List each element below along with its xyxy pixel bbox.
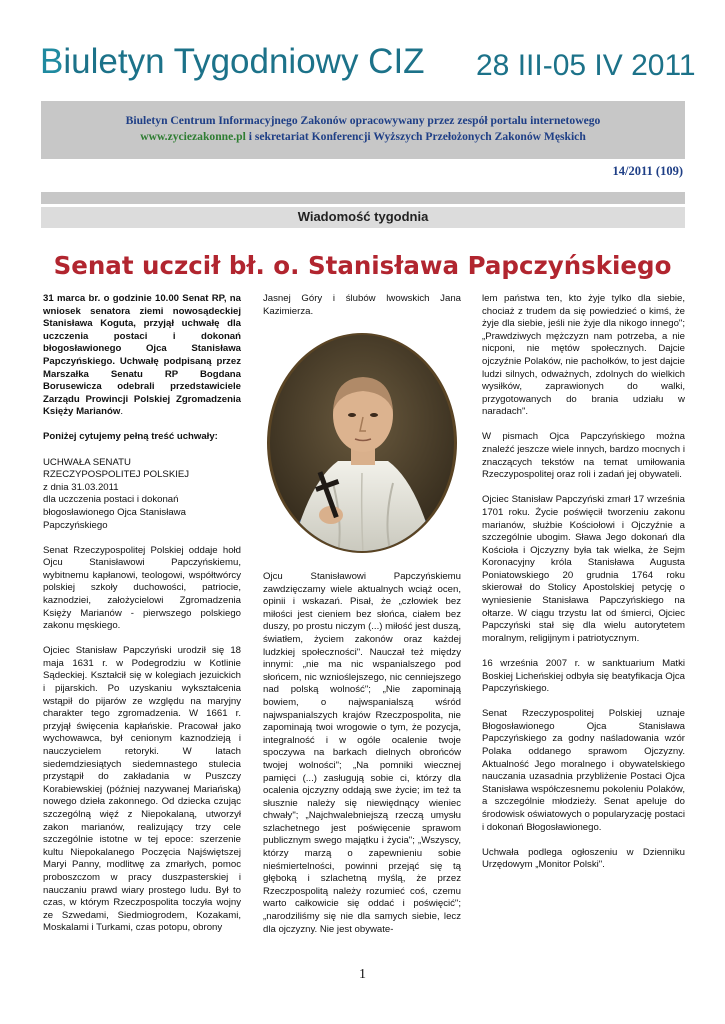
quote-intro: Poniżej cytujemy pełną treść uchwały: [43, 431, 218, 443]
lead-end: . [120, 406, 123, 418]
column3-paragraph-1: lem państwa ten, kto żyje tylko dla siebie, chociaż z trudem da się powiedzieć o kimś, że żyje dla siebie, jeśli nie żyje dla nikogo innego"; „Prawdziwych mężczyzn nam potrzeba, a nie nicponi, nie mętów społecznych. Dajcie ojczyźnie Polaków, nie pachołków, to jest dajcie ludzi silnych, odważnych, zdolnych do wielkich wysiłków, zaprawionych do walki, przygotowanych do brania udziału w naradach". [482, 293, 685, 418]
banner-line-2-rest: i sekretariat Konferencji Wyższych Przełożonych Zakonów Męskich [245, 130, 586, 143]
column1-paragraph-1: Senat Rzeczypospolitej Polskiej oddaje hołd Ojcu Stanisławowi Papczyńskiemu, wybitnemu kapłanowi, teologowi, współtwórcy polskiej szkoły duchowości, patriocie, kaznodziei, założycielowi Zgromadzenia Księży Marianów - pierwszego polskiego zakonu męskiego. [43, 544, 241, 632]
resolution-line-3: z dnia 31.03.2011 [43, 481, 119, 493]
column2-paragraph-1: Ojcu Stanisławowi Papczyńskiemu zawdzięczamy wiele aktualnych wciąż ocen, opinii i wskazań. Pisał, że „człowiek bez miłości jest cieniem bez słońca, ciałem bez duszy, po prostu niczym (...) miłość jest duszą, światłem, życiem zakonów oraz każdej ludzkiej społeczności". Nauczał też między innymi: „nie ma nic wspanialszego pod słońcem, nic wznioślejszego, nic cenniejszego nad polską wolność"; „Nie zapominają bowiem, o najwspanialszą wśród najwspanialszych krajów Rzeczpospolita, nie zapominają twoi wrogowie o tym, że pozycja, integralność i w ogóle ocalenie twoje spoczywa na barkach dielnych obrońców twojej wolności"; „Na pomniki wiecznej pamięci (...) zasługują sobie ci, którzy dla ocalenia ojczyzny oddają swe życie; im też ta słusznie należy się niewiędnący wieniec chwały"; „Najchwalebniejszą rzeczą umysłu szlachetnego jest poświęcenie sprawom publicznym swego majątku i życia"; „Wszyscy, którzy marzą o zapewnieniu sobie nieśmiertelności, powinni przejąć się tą głęboką i szlachetną myślą, że przez Rzeczpospolitą należy rozumieć coś, czemu warto całkowicie się oddać i poświęcić"; „narodziliśmy się nie dla samych siebie, lecz dla ojczyzny. Nie jest obywate- [263, 571, 461, 935]
column3-paragraph-5: Senat Rzeczypospolitej Polskiej uznaje Błogosławionego Ojca Stanisława Papczyńskiego za godny naśladowania wzór Polaka oddanego sprawom Ojczyzny. Aktualność Jego moralnego i obywatelskiego nauczania uzasadnia przybliżenie Postaci Ojca Stanisława współczesnemu pokoleniu Polaków, a szczególnie młodzieży. Senat apeluje do środowisk oświatowych o popularyzację postaci i dokonań Błogosławionego. [482, 708, 685, 833]
lead-text: 31 marca br. o godzinie 10.00 Senat RP, na wniosek senatora ziemi nowosądeckiej Stanisława Koguta, przyjął uchwałę dla uczczenia postaci i dokonań błogosławionego Ojca Stanisława Papczyńskiego. Uchwałę podpisaną przez Marszałka Senatu RP Bogdana Borusewicza odebrali przedstawiciele Zarządu Prowincji Polskiej Zgromadzenia Księży Marianów [43, 293, 241, 418]
banner-line-1: Biuletyn Centrum Informacyjnego Zakonów opracowywany przez zespół portalu internetowego [125, 114, 601, 127]
column2-top-text: Jasnej Góry i ślubów lwowskich Jana Kazimierza. [263, 293, 461, 317]
resolution-line-4: dla uczczenia postaci i dokonań błogosławionego Ojca Stanisława Papczyńskiego [43, 494, 186, 531]
article-column-2-top [263, 293, 461, 331]
banner-line-2 [41, 129, 685, 145]
article-headline: Senat uczcił bł. o. Stanisława Papczyńskiego [53, 251, 672, 280]
column1-paragraph-2: Ojciec Stanisław Papczyński urodził się 18 maja 1631 r. w Podegrodziu w Kotlinie Sądeckiej. Kształcił się w kolegiach jezuickich i pijarskich. Po uzyskaniu wykształcenia wstąpił do pijarów ze względu na maryjny charakter tego zgromadzenia. W 1661 r. przyjął święcenia kapłańskie. Pracował jako wychowawca, był cenionym kaznodzieją i nauczycielem retoryki. W latach siedemdziesiątych siedemnastego stulecia przystąpił do zakładania w Puszczy Korabiewskiej (później nazywanej Mariańską) nowego dzieła zakonnego. Od dziecka czując szczególną więź z Niepokalaną, utworzył zakon marianów, realizujący trzy cele szczególnie istotne w tej epoce: szerzenie kultu Niepokalanego Poczęcia Najświętszej Maryi Panny, modlitwę za zmarłych, pomoc proboszczom w pracy duszpasterskiej i nauczaniu prawd wiary prostego ludu. Był to czas, w którym Rzeczpospolita toczyła wojny ze Szwedami, Siedmiogrodem, Kozakami, Moskalami i Turkami, czas potopu, obrony [43, 645, 241, 934]
section-title: Wiadomość tygodnia [297, 209, 429, 224]
resolution-heading [43, 457, 241, 533]
article-column-1 [43, 293, 241, 947]
section-header [41, 207, 685, 228]
page-number: 1 [359, 967, 366, 982]
portrait-painting [263, 333, 461, 554]
title-initial: B [40, 42, 64, 81]
lead-paragraph [43, 293, 241, 419]
portrait-image [263, 333, 461, 554]
article-column-3 [482, 293, 685, 884]
column3-paragraph-4: 16 września 2007 r. w sanktuarium Matki Boskiej Licheńskiej odbyła się beatyfikacja Ojca Papczyńskiego. [482, 657, 685, 695]
article-column-2 [263, 571, 461, 949]
column3-paragraph-6: Uchwała podlega ogłoszeniu w Dzienniku Urzędowym „Monitor Polski". [482, 846, 685, 871]
divider-band [41, 192, 685, 204]
column3-paragraph-2: W pismach Ojca Papczyńskiego można znaleźć jeszcze wiele innych, bardzo mocnych i znaczących tekstów na temat umiłowania Rzeczypospolitej oraz roli i zadań jej obywateli. [482, 431, 685, 481]
bulletin-title [40, 42, 425, 82]
resolution-line-2: RZECZYPOSPOLITEJ POLSKIEJ [43, 469, 190, 481]
column3-paragraph-3: Ojciec Stanisław Papczyński zmarł 17 września 1701 roku. Życie poświęcił tworzeniu zakonu marianów, służbie Kościołowi i Ojczyźnie a szczególnie ubogim. Sława Jego dokonań dla Kościoła i Ojczyzny była tak wielka, że Sejm Koronacyjny króla Stanisława Augusta Poniatowskiego 20 grudnia 1764 roku skierował do Stolicy Apostolskiej petycję o wyniesienie Stanisława Papczyńskiego na ołtarze. W ciągu trzystu lat od śmierci, Ojciec Papczyński stał się dla wielu autorytetem moralnym, religijnym i patriotycznym. [482, 494, 685, 644]
issue-dates: 28 III-05 IV 2011 [476, 49, 696, 82]
info-banner [41, 101, 685, 159]
title-rest: iuletyn Tygodniowy CIZ [63, 42, 425, 81]
portal-link[interactable]: www.zyciezakonne.pl [140, 130, 246, 143]
issue-number: 14/2011 (109) [612, 164, 683, 178]
resolution-line-1: UCHWAŁA SENATU [43, 456, 131, 468]
